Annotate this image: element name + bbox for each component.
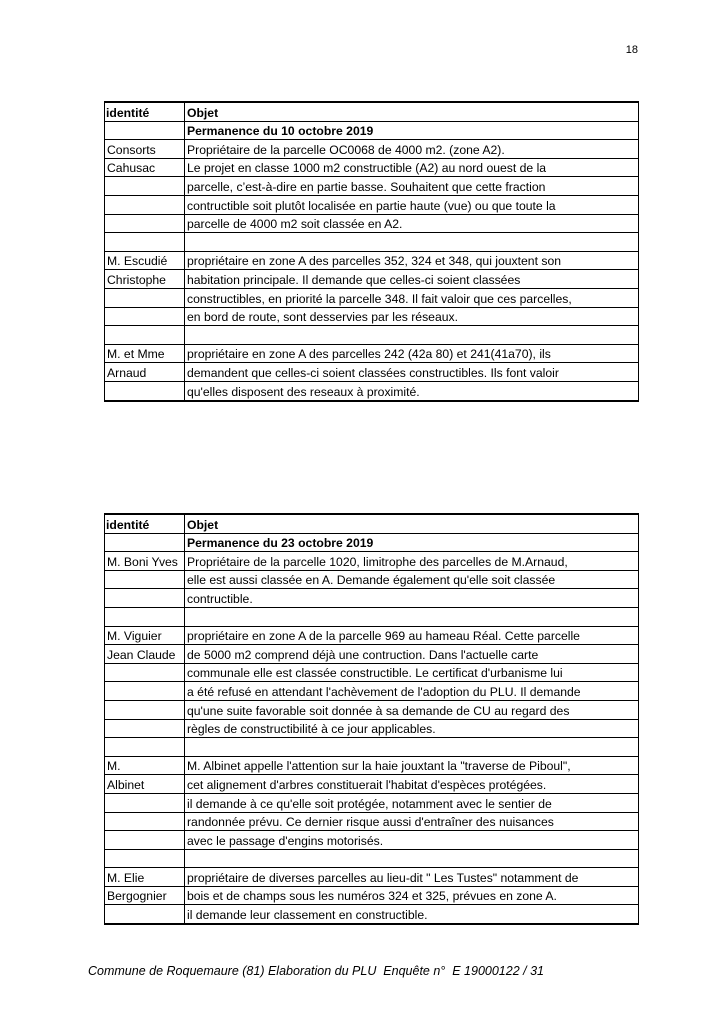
- permanence-table-23-octobre: [104, 513, 639, 925]
- objet-cell: elle est aussi classée en A. Demande également qu'elle soit classée: [185, 570, 639, 589]
- identite-cell: Albinet: [105, 775, 185, 794]
- identite-cell: [105, 700, 185, 719]
- objet-cell: qu'une suite favorable soit donnée à sa demande de CU au regard des: [185, 700, 639, 719]
- table-row: [105, 363, 639, 382]
- identite-cell: M. Viguier: [105, 626, 185, 645]
- identite-cell: [105, 663, 185, 682]
- table-row: [105, 682, 639, 701]
- identite-cell: [105, 533, 185, 552]
- identite-cell: Arnaud: [105, 363, 185, 382]
- identite-cell: M. Escudié: [105, 251, 185, 270]
- objet-cell: de 5000 m2 comprend déjà une contruction. Dans l'actuelle carte: [185, 645, 639, 664]
- table-row: [105, 663, 639, 682]
- table-row: [105, 812, 639, 831]
- identite-cell: [105, 214, 185, 233]
- table-row: [105, 738, 639, 757]
- objet-cell: propriétaire en zone A des parcelles 242 (42a 80) et 241(41a70), ils: [185, 344, 639, 363]
- identite-cell: [105, 121, 185, 140]
- identite-cell: M. Elie: [105, 868, 185, 887]
- identite-cell: [105, 682, 185, 701]
- footer: Commune de Roquemaure (81) Elaboration du PLU Enquête n° E 19000122 / 31: [88, 964, 544, 978]
- table-row: [105, 570, 639, 589]
- table-row: [105, 214, 639, 233]
- table-row: [105, 307, 639, 326]
- objet-cell: contructible soit plutôt localisée en partie haute (vue) ou que toute la: [185, 195, 639, 214]
- identite-cell: Jean Claude: [105, 645, 185, 664]
- objet-cell: constructibles, en priorité la parcelle 348. Il fait valoir que ces parcelles,: [185, 288, 639, 307]
- objet-cell: propriétaire en zone A des parcelles 352, 324 et 348, qui jouxtent son: [185, 251, 639, 270]
- table-row: [105, 251, 639, 270]
- table-row: [105, 626, 639, 645]
- table-row: [105, 793, 639, 812]
- table-row: [105, 607, 639, 626]
- identite-cell: [105, 589, 185, 608]
- table-row: [105, 589, 639, 608]
- objet-cell: avec le passage d'engins motorisés.: [185, 831, 639, 850]
- header-row: [105, 533, 639, 552]
- identite-cell: M.: [105, 756, 185, 775]
- table-row: [105, 905, 639, 924]
- table-row: [105, 831, 639, 850]
- identite-cell: [105, 233, 185, 252]
- objet-cell: M. Albinet appelle l'attention sur la haie jouxtant la "traverse de Piboul",: [185, 756, 639, 775]
- table-row: [105, 849, 639, 868]
- objet-cell: parcelle de 4000 m2 soit classée en A2.: [185, 214, 639, 233]
- table-row: [105, 158, 639, 177]
- permanence-table-10-octobre: [104, 101, 639, 402]
- objet-cell: habitation principale. Il demande que celles-ci soient classées: [185, 270, 639, 289]
- table-row: [105, 326, 639, 345]
- objet-cell: il demande à ce qu'elle soit protégée, notamment avec le sentier de: [185, 793, 639, 812]
- table-row: [105, 140, 639, 159]
- table-row: [105, 719, 639, 738]
- identite-cell: [105, 793, 185, 812]
- objet-cell: parcelle, c’est-à-dire en partie basse. Souhaitent que cette fraction: [185, 177, 639, 196]
- table-row: [105, 775, 639, 794]
- identite-cell: [105, 381, 185, 400]
- table-row: [105, 233, 639, 252]
- objet-cell: règles de constructibilité à ce jour applicables.: [185, 719, 639, 738]
- identite-cell: Christophe: [105, 270, 185, 289]
- objet-cell: en bord de route, sont desservies par les réseaux.: [185, 307, 639, 326]
- objet-cell: a été refusé en attendant l'achèvement de l'adoption du PLU. Il demande: [185, 682, 639, 701]
- objet-cell: bois et de champs sous les numéros 324 et 325, prévues en zone A.: [185, 886, 639, 905]
- objet-cell: [185, 607, 639, 626]
- identite-cell: [105, 607, 185, 626]
- identite-cell: [105, 849, 185, 868]
- table-row: [105, 177, 639, 196]
- identite-cell: Consorts: [105, 140, 185, 159]
- identite-cell: [105, 831, 185, 850]
- identite-cell: [105, 326, 185, 345]
- table-row: [105, 195, 639, 214]
- identite-cell: Cahusac: [105, 158, 185, 177]
- header-row: [105, 102, 639, 121]
- objet-cell: propriétaire en zone A de la parcelle 969 au hameau Réal. Cette parcelle: [185, 626, 639, 645]
- identite-cell: [105, 812, 185, 831]
- objet-cell: contructible.: [185, 589, 639, 608]
- objet-cell: Objet: [185, 102, 639, 121]
- table-row: [105, 552, 639, 571]
- identite-cell: M. et Mme: [105, 344, 185, 363]
- objet-cell: Permanence du 10 octobre 2019: [185, 121, 639, 140]
- table-row: [105, 645, 639, 664]
- objet-cell: demandent que celles-ci soient classées constructibles. Ils font valoir: [185, 363, 639, 382]
- objet-cell: Permanence du 23 octobre 2019: [185, 533, 639, 552]
- identite-cell: [105, 738, 185, 757]
- objet-cell: [185, 849, 639, 868]
- table-row: [105, 868, 639, 887]
- objet-cell: il demande leur classement en constructible.: [185, 905, 639, 924]
- header-row: [105, 514, 639, 533]
- page-number: 18: [625, 44, 638, 56]
- table-row: [105, 886, 639, 905]
- objet-cell: cet alignement d'arbres constituerait l'habitat d'espèces protégées.: [185, 775, 639, 794]
- identite-cell: [105, 307, 185, 326]
- objet-cell: [185, 326, 639, 345]
- identite-cell: [105, 905, 185, 924]
- identite-cell: [105, 570, 185, 589]
- identite-cell: [105, 288, 185, 307]
- identite-cell: M. Boni Yves: [105, 552, 185, 571]
- objet-cell: propriétaire de diverses parcelles au lieu-dit " Les Tustes" notamment de: [185, 868, 639, 887]
- identite-cell: [105, 719, 185, 738]
- identite-cell: identité: [105, 514, 185, 533]
- identite-cell: [105, 195, 185, 214]
- table-row: [105, 288, 639, 307]
- table-row: [105, 756, 639, 775]
- identite-cell: [105, 177, 185, 196]
- identite-cell: identité: [105, 102, 185, 121]
- header-row: [105, 121, 639, 140]
- objet-cell: Objet: [185, 514, 639, 533]
- table-row: [105, 381, 639, 400]
- objet-cell: qu'elles disposent des reseaux à proximité.: [185, 381, 639, 400]
- table-row: [105, 700, 639, 719]
- identite-cell: Bergognier: [105, 886, 185, 905]
- objet-cell: [185, 738, 639, 757]
- objet-cell: communale elle est classée constructible. Le certificat d'urbanisme lui: [185, 663, 639, 682]
- table-row: [105, 344, 639, 363]
- objet-cell: Le projet en classe 1000 m2 constructible (A2) au nord ouest de la: [185, 158, 639, 177]
- objet-cell: randonnée prévu. Ce dernier risque aussi d'entraîner des nuisances: [185, 812, 639, 831]
- objet-cell: [185, 233, 639, 252]
- table-row: [105, 270, 639, 289]
- objet-cell: Propriétaire de la parcelle 1020, limitrophe des parcelles de M.Arnaud,: [185, 552, 639, 571]
- objet-cell: Propriétaire de la parcelle OC0068 de 4000 m2. (zone A2).: [185, 140, 639, 159]
